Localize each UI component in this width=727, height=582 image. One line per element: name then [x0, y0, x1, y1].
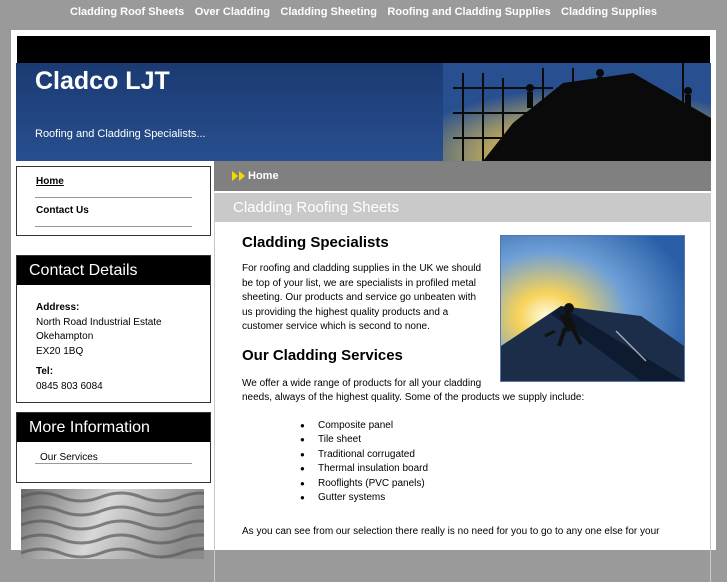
- address-line: North Road Industrial Estate: [36, 316, 162, 328]
- topnav-over-cladding[interactable]: Over Cladding: [194, 6, 270, 18]
- address-label: Address:: [36, 302, 80, 313]
- address-line: EX20 1BQ: [36, 345, 84, 357]
- intro-line: us providing the highest quality products and a: [242, 306, 449, 318]
- page-title: Cladding Roofing Sheets: [214, 193, 711, 222]
- contact-details-body: [17, 285, 210, 402]
- site-tagline: Roofing and Cladding Specialists...: [35, 128, 206, 140]
- tel-label: Tel:: [36, 366, 54, 377]
- page-container: [11, 30, 716, 550]
- topnav-cladding-sheeting[interactable]: Cladding Sheeting: [280, 6, 377, 18]
- services-line: We offer a wide range of products for all your cladding: [242, 377, 482, 389]
- services-line: needs, always of the highest quality. Some of the products we supply include:: [242, 392, 585, 403]
- tel-number: 0845 803 6084: [36, 380, 103, 392]
- intro-line: customer service which is second to none.: [242, 321, 430, 332]
- roofers-silhouette-image: [443, 63, 711, 161]
- double-arrow-icon: [232, 171, 246, 181]
- header-black-bar: [17, 36, 710, 63]
- contact-details-box: [16, 255, 211, 403]
- list-item: ● Rooflights (PVC panels): [242, 477, 683, 492]
- more-information-box: [16, 412, 211, 483]
- main-content: [214, 161, 711, 561]
- list-item: ● Traditional corrugated: [242, 448, 683, 463]
- topnav-cladding-roof-sheets[interactable]: Cladding Roof Sheets: [70, 6, 185, 18]
- heading-cladding-services: Our Cladding Services: [242, 346, 403, 364]
- sidebar-link-home[interactable]: Home: [35, 169, 192, 198]
- heading-cladding-specialists: Cladding Specialists: [242, 234, 389, 251]
- contact-details-heading: Contact Details: [17, 256, 210, 285]
- breadcrumb-home[interactable]: Home: [248, 170, 279, 182]
- roofer-at-sunset-image: [500, 235, 685, 382]
- left-sidebar: [16, 166, 211, 564]
- cladding-sheets-image: [21, 489, 204, 559]
- site-title: Cladco LJT: [35, 67, 170, 95]
- sidebar-menu: [16, 166, 211, 236]
- intro-line: be top of your list, we are specialists in profiled metal: [242, 277, 476, 289]
- more-information-heading: More Information: [17, 413, 210, 442]
- list-item: ● Composite panel: [242, 419, 683, 434]
- product-list: [242, 419, 683, 506]
- sidebar-link-our-services[interactable]: Our Services: [35, 452, 192, 464]
- header-banner: [16, 63, 711, 161]
- address-line: Okehampton: [36, 331, 94, 342]
- intro-line: For roofing and cladding supplies in the UK we should: [242, 263, 482, 274]
- top-navigation: [0, 0, 727, 24]
- intro-line: sheeting. Our products and service go unbeaten with: [242, 292, 477, 303]
- topnav-cladding-supplies[interactable]: Cladding Supplies: [561, 6, 657, 18]
- list-item: ● Tile sheet: [242, 433, 683, 448]
- sidebar-link-contact-us[interactable]: Contact Us: [35, 198, 192, 227]
- closing-text: As you can see from our selection there really is no need for you to go to any one else for your: [242, 525, 660, 537]
- list-item: ● Thermal insulation board: [242, 462, 683, 477]
- topnav-roofing-cladding-supplies[interactable]: Roofing and Cladding Supplies: [387, 6, 551, 18]
- list-item: ● Gutter systems: [242, 491, 683, 506]
- article-body: [214, 222, 711, 582]
- breadcrumb: [214, 161, 711, 191]
